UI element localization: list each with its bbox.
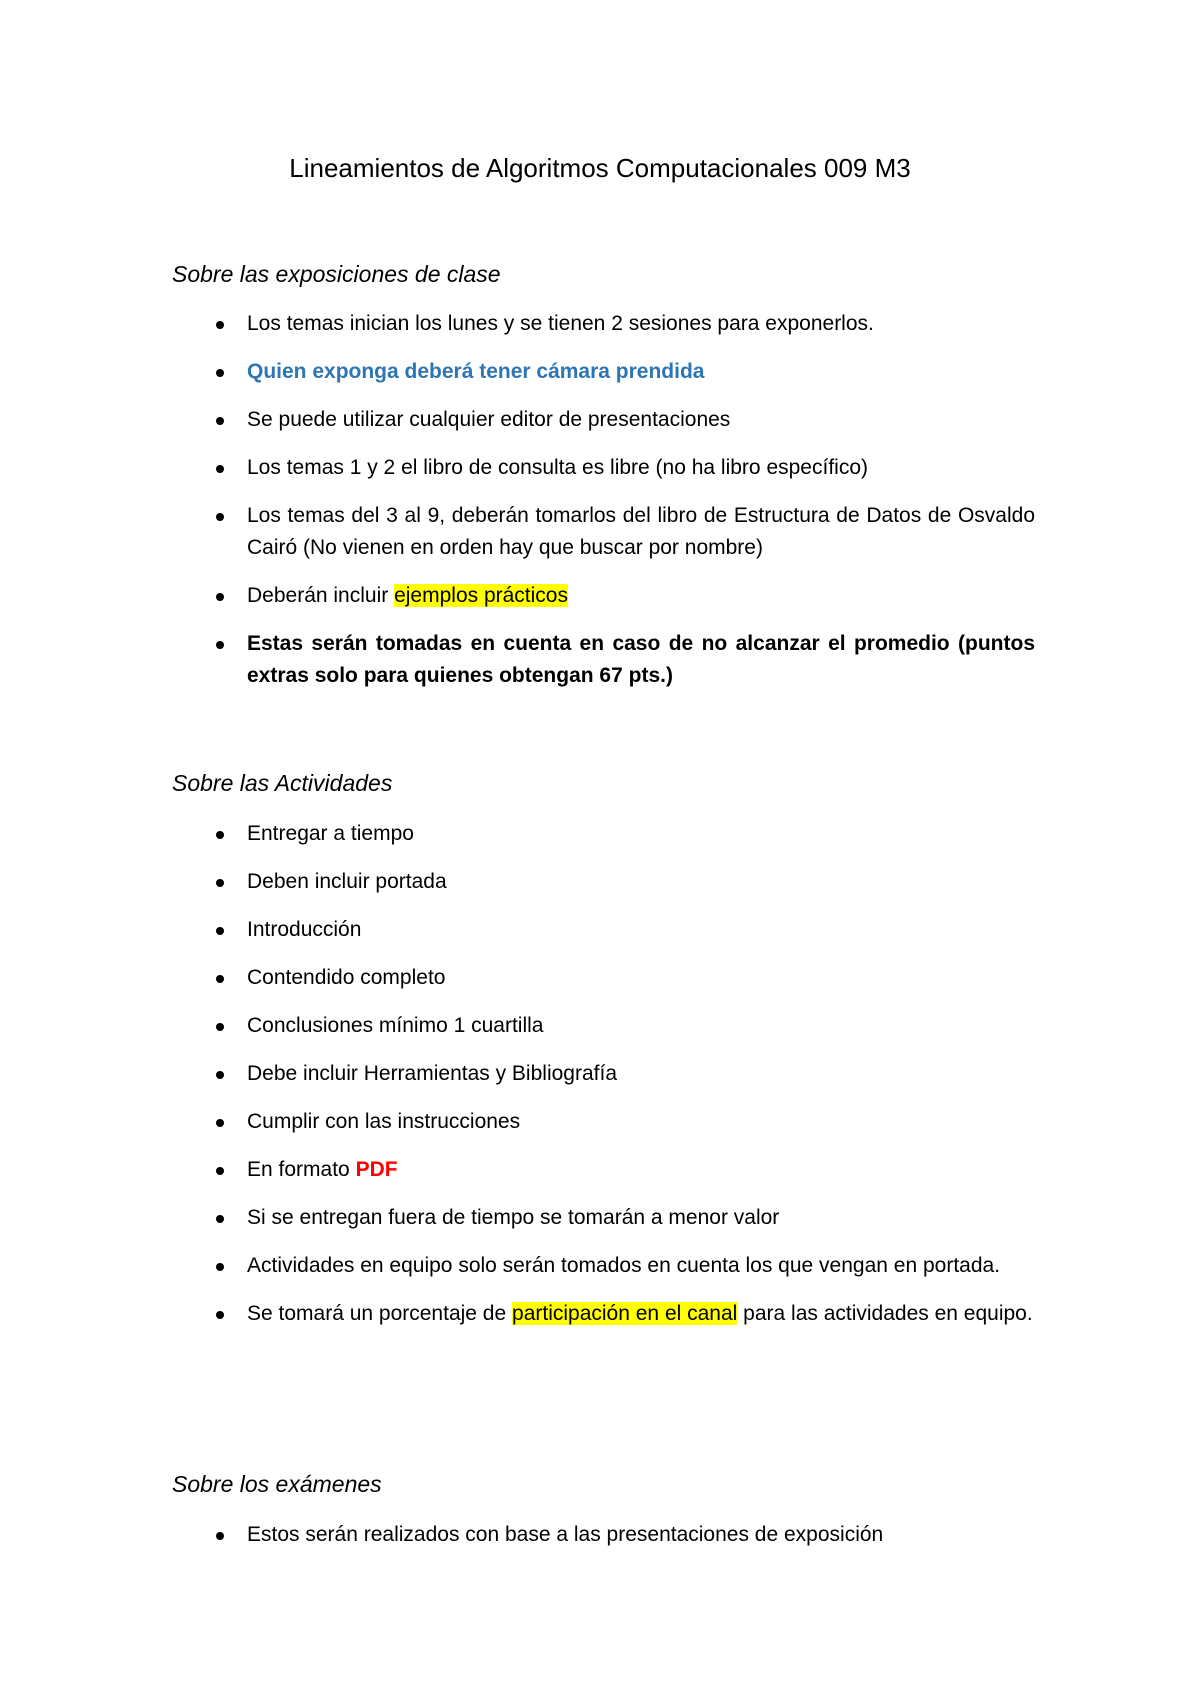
list-item: Deben incluir portada [0, 866, 1035, 898]
list-item: Estos serán realizados con base a las presentaciones de exposición [0, 1519, 1035, 1551]
list-item: Contendido completo [0, 962, 1035, 994]
pdf-emphasis: PDF [355, 1158, 398, 1181]
list-item: Se tomará un porcentaje de participación en el canal para las actividades en equipo. [0, 1298, 1035, 1330]
bullet-icon [216, 975, 224, 983]
section-heading-exposiciones: Sobre las exposiciones de clase [172, 261, 501, 287]
examenes-list [0, 1519, 1035, 1567]
highlighted-text: participación en el canal [512, 1302, 738, 1325]
bullet-icon [216, 369, 224, 377]
bullet-icon [216, 465, 224, 473]
actividades-list [0, 818, 1035, 1346]
bullet-icon [216, 927, 224, 935]
list-item: Actividades en equipo solo serán tomados en cuenta los que vengan en portada. [0, 1250, 1035, 1282]
list-item: En formato PDF [0, 1154, 1035, 1186]
list-item: Los temas inician los lunes y se tienen 2 sesiones para exponerlos. [0, 308, 1035, 340]
bullet-icon [216, 1023, 224, 1031]
bullet-icon [216, 513, 224, 521]
list-item: Si se entregan fuera de tiempo se tomarán a menor valor [0, 1202, 1035, 1234]
bullet-icon [216, 417, 224, 425]
bullet-icon [216, 831, 224, 839]
bullet-icon [216, 593, 224, 601]
list-item: Deberán incluir ejemplos prácticos [0, 580, 1035, 612]
list-item: Los temas 1 y 2 el libro de consulta es libre (no ha libro específico) [0, 452, 1035, 484]
highlighted-text: ejemplos prácticos [394, 584, 568, 607]
bullet-icon [216, 1215, 224, 1223]
list-item: Cumplir con las instrucciones [0, 1106, 1035, 1138]
exposiciones-list [0, 308, 1035, 708]
bullet-icon [216, 1263, 224, 1271]
list-item: Entregar a tiempo [0, 818, 1035, 850]
document-title: Lineamientos de Algoritmos Computacionales 009 M3 [289, 153, 911, 183]
bullet-icon [216, 641, 224, 649]
bullet-icon [216, 1119, 224, 1127]
bullet-icon [216, 1071, 224, 1079]
section-heading-examenes: Sobre los exámenes [172, 1471, 382, 1497]
list-item: Introducción [0, 914, 1035, 946]
list-item: Estas serán tomadas en cuenta en caso de no alcanzar el promedio (puntos extras solo para quienes obtengan 67 pts.) [0, 628, 1035, 692]
bullet-icon [216, 1167, 224, 1175]
list-item: Debe incluir Herramientas y Bibliografía [0, 1058, 1035, 1090]
bullet-icon [216, 321, 224, 329]
bullet-icon [216, 1532, 224, 1540]
list-item: Los temas del 3 al 9, deberán tomarlos del libro de Estructura de Datos de Osvaldo Cairó (No vienen en orden hay que buscar por nombre) [0, 500, 1035, 564]
bullet-icon [216, 1311, 224, 1319]
list-item: Se puede utilizar cualquier editor de presentaciones [0, 404, 1035, 436]
list-item: Conclusiones mínimo 1 cuartilla [0, 1010, 1035, 1042]
list-item: Quien exponga deberá tener cámara prendida [0, 356, 1035, 388]
section-heading-actividades: Sobre las Actividades [172, 770, 393, 796]
bullet-icon [216, 879, 224, 887]
